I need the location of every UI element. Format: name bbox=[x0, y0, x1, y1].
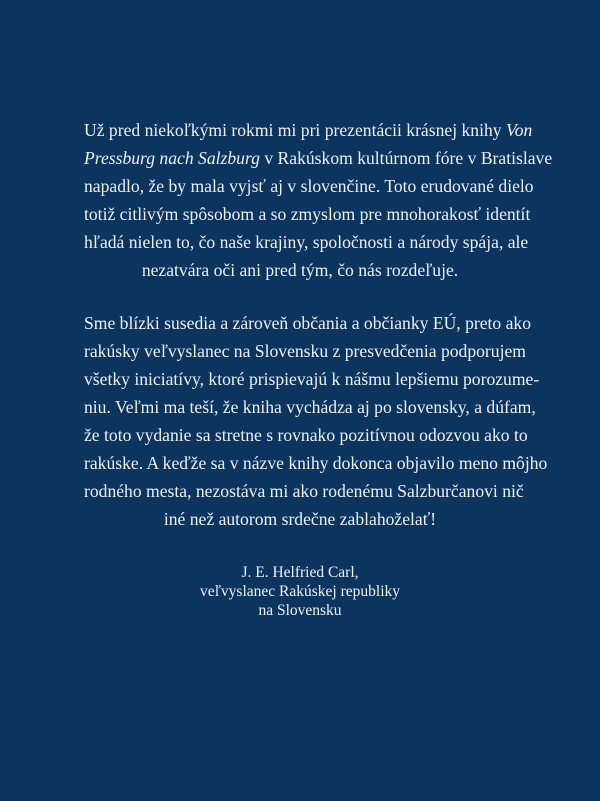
text-line: napadlo, že by mala vyjsť aj v slovenčine. Toto erudované dielo bbox=[84, 176, 534, 196]
paragraph-body bbox=[84, 309, 548, 533]
text-line: hľadá nielen to, čo naše krajiny, spoločnosti a národy spája, ale bbox=[84, 232, 529, 252]
text-line: rakúsky veľvyslanec na Slovensku z presvedčenia podporujem bbox=[84, 341, 526, 361]
text-span: Už pred niekoľkými rokmi mi pri prezentácii krásnej knihy bbox=[84, 120, 506, 140]
text-line: všetky iniciatívy, ktoré prispievajú k nášmu lepšiemu porozume- bbox=[84, 369, 540, 389]
signature-block bbox=[0, 563, 600, 620]
paragraph-intro bbox=[84, 116, 553, 284]
signature-title: veľvyslanec Rakúskej republiky bbox=[200, 583, 400, 600]
text-line: rakúske. A keďže sa v názve knihy dokonca objavilo meno môjho bbox=[84, 453, 548, 473]
text-line: iné než autorom srdečne zablahoželať! bbox=[163, 509, 437, 529]
text-line: nezatvára oči ani pred tým, čo nás rozdeľuje. bbox=[141, 260, 459, 280]
text-line: rodného mesta, nezostáva mi ako rodenému Salzburčanovi nič bbox=[84, 481, 524, 501]
text-span: v Rakúskom kultúrnom fóre v Bratislave bbox=[259, 148, 553, 168]
text-line bbox=[84, 116, 533, 144]
text-line: Sme blízki susedia a zároveň občania a občianky EÚ, preto ako bbox=[84, 313, 532, 333]
book-title-italic: Pressburg nach Salzburg bbox=[84, 148, 260, 168]
signature-name: J. E. Helfried Carl, bbox=[241, 564, 359, 581]
book-title-italic: Von bbox=[505, 120, 533, 140]
signature-location: na Slovensku bbox=[258, 602, 342, 619]
text-line: že toto vydanie sa stretne s rovnako pozitívnou odozvou ako to bbox=[84, 425, 528, 445]
text-line: totiž citlivým spôsobom a so zmyslom pre mnohorakosť identít bbox=[84, 204, 531, 224]
text-line: niu. Veľmi ma teší, že kniha vychádza aj po slovensky, a dúfam, bbox=[84, 397, 536, 417]
text-line bbox=[84, 144, 553, 172]
